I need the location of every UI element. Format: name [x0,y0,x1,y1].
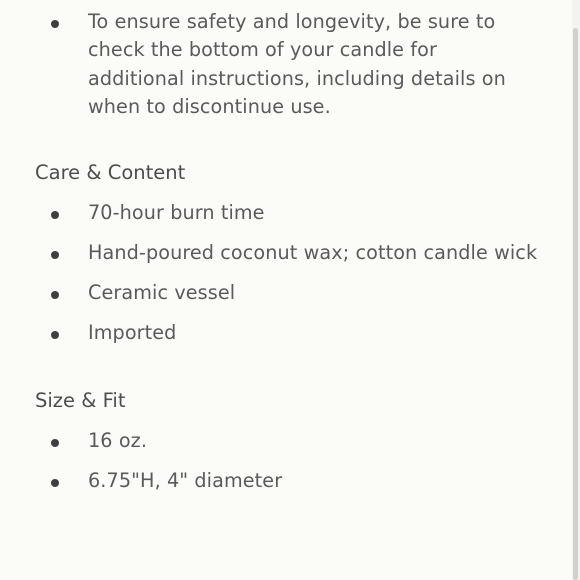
scrollbar-thumb[interactable] [573,28,578,580]
wax-wick-text: Hand-poured coconut wax; cotton candle wick [88,241,538,264]
care-content-heading: Care & Content [35,161,186,184]
bullet-dot [51,291,59,299]
safety-instructions-text: To ensure safety and longevity, be sure to check the bottom of your candle for additional instructions, including details on when to discontinue use. [88,10,506,119]
bullet-dot [51,479,59,487]
vessel-text: Ceramic vessel [88,281,236,304]
bullet-dot [51,211,59,219]
list-item [0,467,560,497]
list-item [0,199,560,229]
list-item [0,239,560,269]
list-item [0,319,560,349]
burn-time-text: 70-hour burn time [88,201,265,224]
bullet-dot [51,331,59,339]
bullet-dot [51,20,59,28]
list-item [0,279,560,309]
dimensions-text: 6.75"H, 4" diameter [88,469,283,492]
size-fit-heading: Size & Fit [35,389,126,412]
bullet-dot [51,251,59,259]
list-item [0,8,560,120]
weight-text: 16 oz. [88,429,148,452]
list-item [0,427,560,457]
bullet-dot [51,439,59,447]
imported-text: Imported [88,321,177,344]
